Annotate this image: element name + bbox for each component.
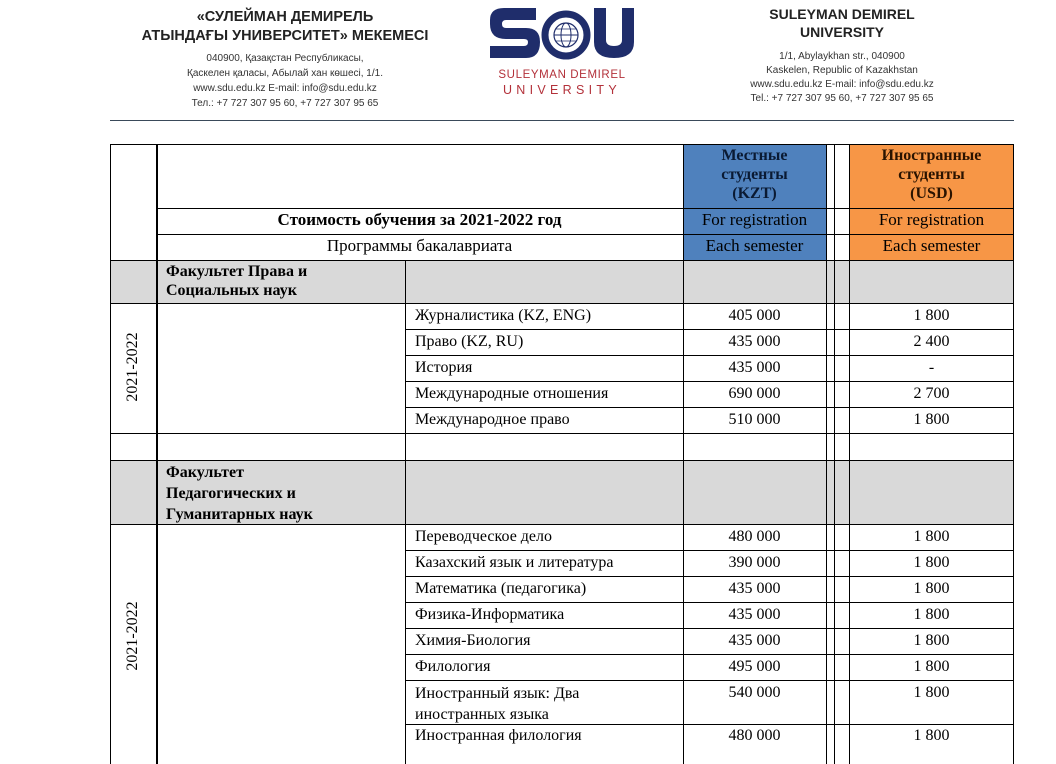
program-name: Математика (педагогика) xyxy=(415,580,587,597)
price-usd: 2 700 xyxy=(913,385,950,402)
price-usd: 1 800 xyxy=(913,632,950,649)
faculty1-name: Факультет Права и Социальных наук xyxy=(166,263,308,299)
contact-en-web: www.sdu.edu.kz E-mail: info@sdu.edu.kz xyxy=(750,79,934,90)
price-kzt: 510 000 xyxy=(728,411,781,428)
contact-en-phone: Tel.: +7 727 307 95 60, +7 727 307 95 65 xyxy=(750,93,934,104)
foreign-each-semester: Each semester xyxy=(882,236,981,255)
price-usd: 1 800 xyxy=(913,684,950,701)
program-name: Переводческое дело xyxy=(415,528,553,545)
local-students-header: Местные студенты (KZT) xyxy=(721,147,788,202)
org-name-kz-line2: АТЫНДАҒЫ УНИВЕРСИТЕТ» МЕКЕМЕСІ xyxy=(141,28,429,44)
price-usd: 1 800 xyxy=(913,727,950,744)
contact-kz-web: www.sdu.edu.kz E-mail: info@sdu.edu.kz xyxy=(193,83,377,94)
address-kz-line1: 040900, Қазақстан Республикасы, xyxy=(206,53,364,64)
sdu-logo-mark xyxy=(486,2,638,68)
price-kzt: 540 000 xyxy=(728,684,781,701)
price-usd: 1 800 xyxy=(913,411,950,428)
letterhead-divider xyxy=(110,120,1014,121)
program-name: Физика-Информатика xyxy=(415,606,565,623)
price-kzt: 480 000 xyxy=(728,727,781,744)
program-name: Международное право xyxy=(415,411,570,428)
local-each-semester: Each semester xyxy=(705,236,804,255)
price-usd: 1 800 xyxy=(913,554,950,571)
price-usd: 1 800 xyxy=(913,658,950,675)
price-kzt: 390 000 xyxy=(728,554,781,571)
program-name: История xyxy=(415,359,473,376)
org-name-en-line2: UNIVERSITY xyxy=(799,24,884,40)
org-name-en-line1: SULEYMAN DEMIREL xyxy=(769,6,915,22)
price-kzt: 435 000 xyxy=(728,632,781,649)
faculty2-name: Факультет Педагогических и Гуманитарных наук xyxy=(166,464,313,523)
price-usd: 1 800 xyxy=(913,580,950,597)
program-name: Иностранный язык: Два иностранных языка xyxy=(415,685,580,723)
price-usd: - xyxy=(928,359,935,376)
address-en-line2: Kaskelen, Republic of Kazakhstan xyxy=(766,65,918,76)
price-kzt: 405 000 xyxy=(728,307,781,324)
address-en-line1: 1/1, Abylaykhan str., 040900 xyxy=(779,51,905,62)
org-name-kz-line1: «СУЛЕЙМАН ДЕМИРЕЛЬ xyxy=(196,9,374,25)
logo-caption-line1: SULEYMAN DEMIREL xyxy=(498,69,626,81)
tuition-table xyxy=(110,144,1014,764)
faculty2-year: 2021-2022 xyxy=(124,601,141,671)
address-kz-line2: Қаскелен қаласы, Абылай хан көшесі, 1/1. xyxy=(187,68,383,79)
table-subtitle: Программы бакалавриата xyxy=(326,236,513,255)
program-name: Иностранная филология xyxy=(415,727,582,744)
price-kzt: 435 000 xyxy=(728,359,781,376)
table-title: Стоимость обучения за 2021-2022 год xyxy=(277,210,562,229)
price-usd: 1 800 xyxy=(913,606,950,623)
program-name: Филология xyxy=(415,658,491,675)
letterhead-english xyxy=(722,5,962,106)
program-name: Казахский язык и литература xyxy=(415,554,614,571)
logo-caption-line2: UNIVERSITY xyxy=(502,83,621,97)
price-usd: 1 800 xyxy=(913,307,950,324)
price-usd: 1 800 xyxy=(913,528,950,545)
price-kzt: 480 000 xyxy=(728,528,781,545)
letterhead-kazakh xyxy=(130,8,440,111)
program-name: Химия-Биология xyxy=(415,632,531,649)
local-for-registration: For registration xyxy=(701,210,808,229)
price-usd: 2 400 xyxy=(913,333,950,350)
price-kzt: 435 000 xyxy=(728,580,781,597)
faculty1-year: 2021-2022 xyxy=(124,332,141,402)
foreign-students-header: Иностранные студенты (USD) xyxy=(881,147,982,202)
contact-kz-phone: Тел.: +7 727 307 95 60, +7 727 307 95 65 xyxy=(191,98,379,109)
foreign-for-registration: For registration xyxy=(878,210,985,229)
price-kzt: 495 000 xyxy=(728,658,781,675)
price-kzt: 435 000 xyxy=(728,333,781,350)
price-kzt: 435 000 xyxy=(728,606,781,623)
program-name: Журналистика (KZ, ENG) xyxy=(415,307,592,324)
program-name: Право (KZ, RU) xyxy=(415,333,524,350)
program-name: Международные отношения xyxy=(415,385,609,402)
sdu-logo xyxy=(486,2,638,102)
price-kzt: 690 000 xyxy=(728,385,781,402)
